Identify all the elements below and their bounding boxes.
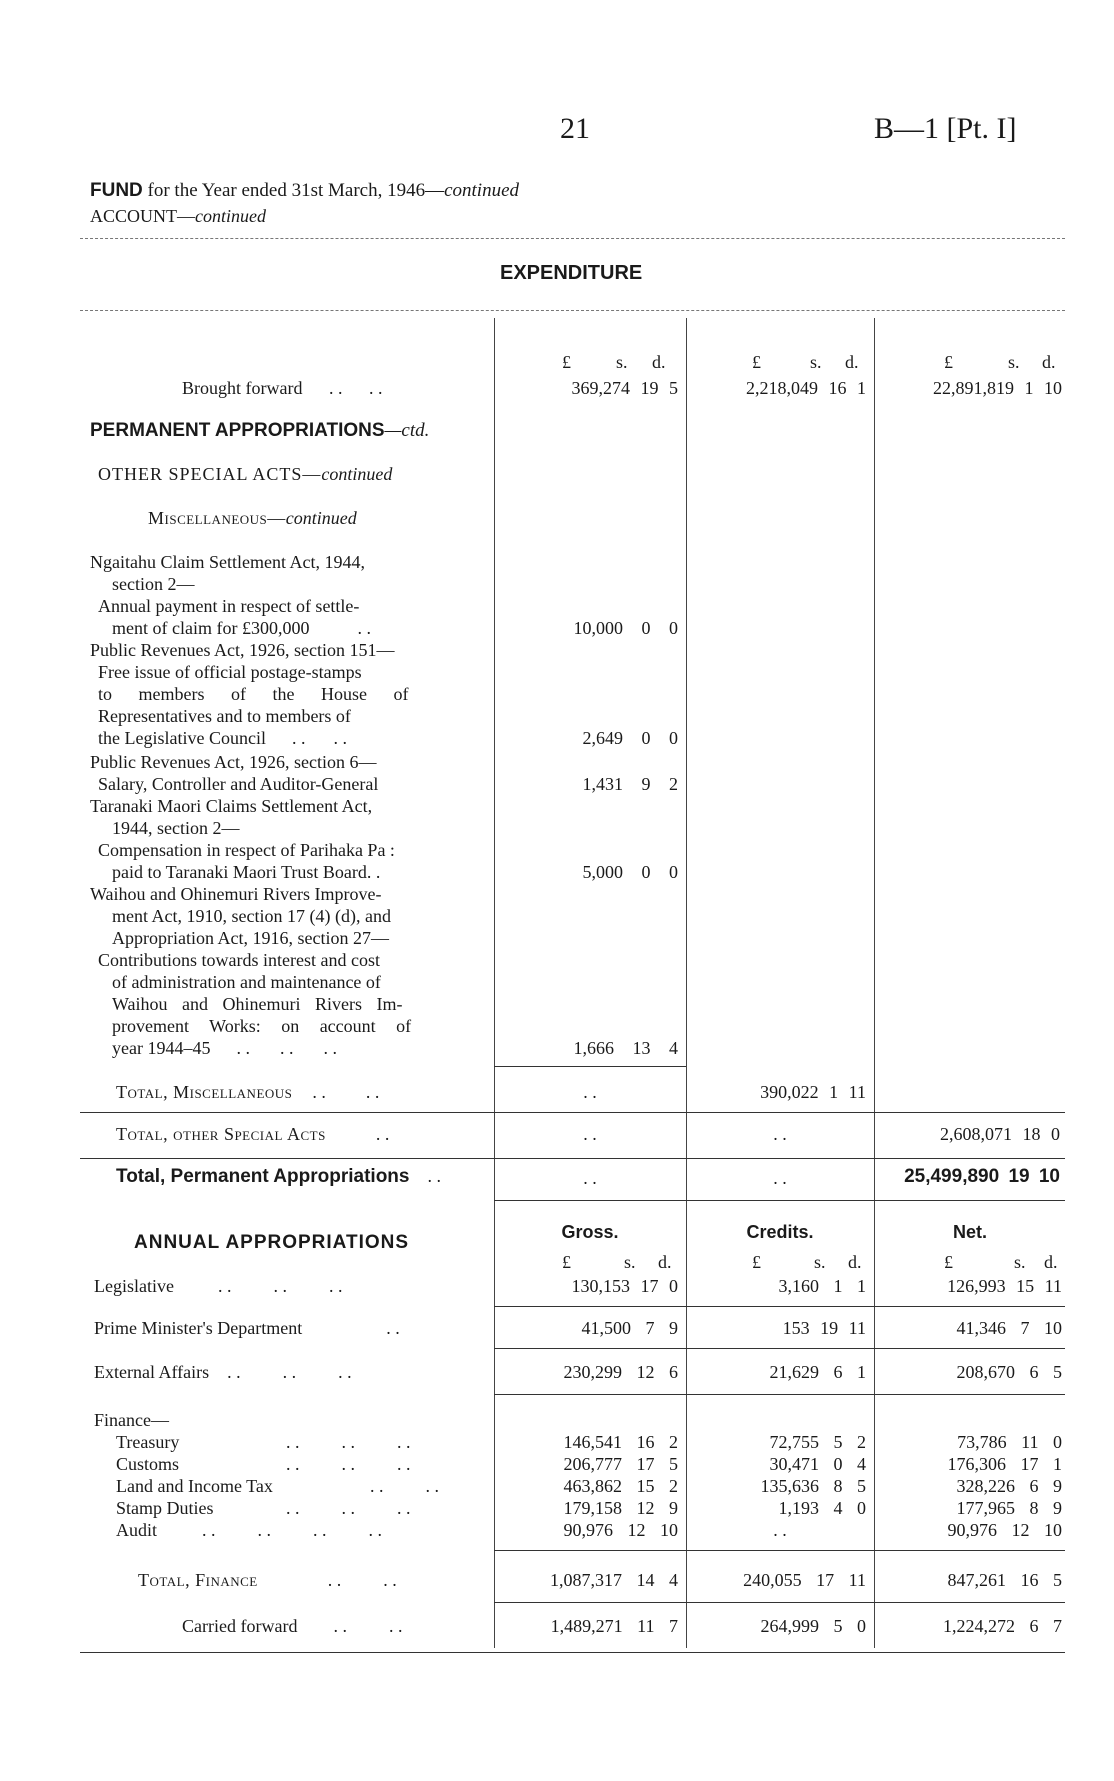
bottom-rule — [80, 1652, 1065, 1653]
brought-forward-col3: 22,891,819 1 10 — [933, 378, 1062, 398]
shilling-symbol: s. — [814, 1252, 826, 1272]
leader-dots: . . — [282, 1362, 297, 1382]
credits-value: 72,755 5 2 — [769, 1432, 866, 1452]
credits-value: 21,629 6 1 — [769, 1362, 866, 1382]
permanent-total-underline — [494, 1200, 1065, 1201]
pound-symbol: £ — [752, 1252, 761, 1272]
net-value: 208,670 6 5 — [956, 1362, 1062, 1382]
credits-value: 240,055 17 11 — [743, 1570, 866, 1590]
misc-continued: continued — [285, 508, 357, 528]
credits-value: 135,636 8 5 — [760, 1476, 866, 1496]
carried-rule — [494, 1602, 1065, 1603]
pound-symbol: £ — [562, 352, 571, 372]
leader-dots-group — [286, 1432, 411, 1453]
leader-dots-group — [370, 1476, 439, 1497]
net-value: 328,226 6 9 — [956, 1476, 1062, 1496]
leader-dots: . . — [365, 1082, 380, 1102]
leader-dots: . . — [273, 1276, 287, 1296]
leader-dots: . . — [279, 1038, 294, 1058]
net-value: 847,261 16 5 — [947, 1570, 1062, 1590]
column-credits-header: Credits. — [746, 1222, 814, 1242]
brought-forward-label — [182, 378, 382, 399]
leader-dots-group — [286, 1498, 411, 1519]
item-line: of administration and maintenance of — [112, 972, 381, 992]
leader-dots: . . — [366, 862, 381, 882]
page-number: 21 — [560, 112, 590, 145]
credits-value: 153 19 11 — [782, 1318, 866, 1338]
fund-rest: for the Year ended 31st March, 1946— — [142, 180, 445, 201]
item-line: provement Works: on account of — [112, 1016, 412, 1036]
shilling-symbol: s. — [1008, 352, 1020, 372]
item-line — [112, 862, 380, 883]
leader-dots: . . — [383, 1570, 397, 1590]
item-line: Representatives and to members of — [98, 706, 351, 726]
leader-dots: . . — [397, 1454, 411, 1474]
item-line — [112, 618, 371, 639]
total-perm-col1: . . — [583, 1168, 597, 1188]
item-amount: 1,431 9 2 — [582, 774, 678, 794]
item-line — [98, 728, 347, 749]
item-line: ment Act, 1910, section 17 (4) (d), and — [112, 906, 391, 926]
leader-dots: . . — [386, 1318, 400, 1338]
pence-symbol: d. — [1042, 352, 1056, 372]
leader-dots: . . — [397, 1498, 411, 1518]
gross-value: 206,777 17 5 — [563, 1454, 678, 1474]
item-line: Public Revenues Act, 1926, section 6— — [90, 752, 377, 772]
leader-dots: . . — [388, 1616, 403, 1636]
row-label — [138, 1570, 397, 1591]
net-value: 1,224,272 6 7 — [943, 1616, 1062, 1636]
leader-dots: . . — [375, 1124, 390, 1144]
leader-dots: . . — [286, 1454, 300, 1474]
column-net-header: Net. — [952, 1222, 987, 1242]
item-line-text: year 1944–45 — [112, 1038, 211, 1058]
shilling-symbol: s. — [810, 352, 822, 372]
leader-dots: . . — [425, 1476, 439, 1496]
row-label — [94, 1362, 352, 1383]
leader-dots: . . — [257, 1520, 271, 1540]
other-special-title: OTHER SPECIAL ACTS— — [98, 464, 322, 484]
expenditure-title: EXPENDITURE — [500, 262, 643, 284]
total-perm-col2: . . — [773, 1168, 787, 1188]
pence-symbol: d. — [848, 1252, 862, 1272]
item-line: Waihou and Ohinemuri Rivers Im- — [112, 994, 403, 1014]
item-line-text: paid to Taranaki Maori Trust Board — [112, 862, 367, 882]
other-special-acts-heading — [98, 464, 392, 485]
leader-dots: . . — [313, 1520, 327, 1540]
permanent-total-rule — [80, 1158, 1065, 1159]
item-line: 1944, section 2— — [112, 818, 240, 838]
account-continued: continued — [195, 206, 266, 226]
pound-symbol: £ — [752, 352, 761, 372]
header-rule — [80, 238, 1065, 239]
total-misc-text: Total, Miscellaneous — [116, 1082, 293, 1102]
pound-symbol: £ — [944, 1252, 953, 1272]
leader-dots: . . — [341, 1432, 355, 1452]
gross-value: 179,158 12 9 — [563, 1498, 678, 1518]
gross-value: 90,976 12 10 — [563, 1520, 678, 1540]
permanent-appropriations-heading — [90, 420, 429, 442]
brought-forward-col1: 369,274 19 5 — [571, 378, 678, 398]
total-misc-col2: 390,022 1 11 — [760, 1082, 866, 1102]
total-permanent-label — [116, 1166, 441, 1188]
item-line: Contributions towards interest and cost — [98, 950, 380, 970]
leader-dots: . . — [312, 1082, 326, 1102]
item-line: Waihou and Ohinemuri Rivers Improve- — [90, 884, 382, 904]
leader-dots: . . — [236, 1038, 250, 1058]
leader-dots: . . — [333, 728, 347, 748]
item-amount: 10,000 0 0 — [573, 618, 678, 638]
account-heading — [90, 206, 266, 227]
total-perm-text: Total, Permanent Appropriations — [116, 1166, 410, 1187]
leader-dots: . . — [327, 1570, 342, 1590]
leader-dots: . . — [357, 618, 371, 638]
credits-value: 264,999 5 0 — [760, 1616, 866, 1636]
total-misc-col1: . . — [583, 1082, 597, 1102]
gross-value: 463,862 15 2 — [563, 1476, 678, 1496]
leader-dots: . . — [328, 1276, 343, 1296]
brought-forward-col2: 2,218,049 16 1 — [746, 378, 866, 398]
pound-symbol: £ — [944, 352, 953, 372]
item-line: Public Revenues Act, 1926, section 151— — [90, 640, 395, 660]
row-label — [182, 1616, 402, 1637]
total-perm-col3: 25,499,890 19 10 — [904, 1166, 1060, 1187]
net-value: 41,346 7 10 — [956, 1318, 1062, 1338]
leader-dots: . . — [341, 1498, 355, 1518]
leader-dots-group — [202, 1520, 382, 1541]
item-line: section 2— — [112, 574, 195, 594]
leader-dots: . . — [227, 1362, 241, 1382]
leader-dots: . . — [286, 1432, 300, 1452]
row-label — [94, 1276, 342, 1297]
pence-symbol: d. — [845, 352, 859, 372]
leader-dots: . . — [202, 1520, 216, 1540]
column-gross-header: Gross. — [561, 1222, 619, 1242]
item-line: to members of the House of — [98, 684, 409, 704]
row-label-text: External Affairs — [94, 1362, 210, 1382]
permanent-title: PERMANENT APPROPRIATIONS — [90, 420, 385, 441]
net-value: 73,786 11 0 — [957, 1432, 1062, 1452]
leader-dots: . . — [370, 1476, 384, 1496]
leader-dots: . . — [427, 1166, 441, 1186]
row-label — [94, 1318, 400, 1339]
leader-dots: . . — [397, 1432, 411, 1452]
fund-continued: continued — [444, 180, 520, 201]
shilling-symbol: s. — [1014, 1252, 1026, 1272]
column-rule-1 — [494, 318, 495, 1648]
row-label-text: Legislative — [94, 1276, 174, 1296]
leader-dots: . . — [368, 378, 383, 398]
net-value: 126,993 15 11 — [947, 1276, 1062, 1296]
other-special-rule — [80, 1112, 1065, 1113]
total-other-col3: 2,608,071 18 0 — [940, 1124, 1060, 1144]
total-other-text: Total, other Special Acts — [116, 1124, 326, 1144]
item-line: Free issue of official postage-stamps — [98, 662, 362, 682]
leader-dots-group — [286, 1454, 411, 1475]
column-rule-2 — [686, 318, 687, 1648]
row-rule — [494, 1394, 1065, 1395]
net-value: 90,976 12 10 — [947, 1520, 1062, 1540]
gross-value: 1,489,271 11 7 — [550, 1616, 678, 1636]
leader-dots: . . — [341, 1454, 355, 1474]
credits-value: 30,471 0 4 — [769, 1454, 866, 1474]
miscellaneous-heading — [148, 508, 357, 529]
expenditure-rule — [80, 310, 1065, 311]
net-value: 176,306 17 1 — [947, 1454, 1062, 1474]
shilling-symbol: s. — [624, 1252, 636, 1272]
total-other-special-label — [116, 1124, 389, 1145]
net-value: 177,965 8 9 — [956, 1498, 1062, 1518]
row-label-text: Prime Minister's Department — [94, 1318, 303, 1338]
row-label: Stamp Duties — [116, 1498, 214, 1518]
row-rule — [494, 1348, 1065, 1349]
item-line: Annual payment in respect of settle- — [98, 596, 360, 616]
fund-bold: FUND — [90, 180, 143, 201]
finance-total-rule — [494, 1550, 1065, 1551]
item-line-text: the Legislative Council — [98, 728, 266, 748]
leader-dots: . . — [323, 1038, 337, 1058]
leader-dots: . . — [328, 378, 343, 398]
item-line: Salary, Controller and Auditor-General — [98, 774, 379, 794]
leader-dots: . . — [333, 1616, 347, 1636]
pence-symbol: d. — [658, 1252, 672, 1272]
misc-total-rule — [494, 1066, 686, 1067]
misc-title: Miscellaneous— — [148, 508, 286, 528]
total-finance-text: Total, Finance — [138, 1570, 258, 1590]
other-special-continued: continued — [321, 464, 393, 484]
document-reference: B—1 [Pt. I] — [874, 112, 1017, 145]
pence-symbol: d. — [1044, 1252, 1058, 1272]
row-label: Treasury — [116, 1432, 180, 1452]
row-label: Customs — [116, 1454, 180, 1474]
item-line: Ngaitahu Claim Settlement Act, 1944, — [90, 552, 365, 572]
total-miscellaneous-label — [116, 1082, 379, 1103]
fund-heading — [90, 180, 519, 202]
item-amount: 5,000 0 0 — [582, 862, 678, 882]
row-rule — [494, 1306, 1065, 1307]
gross-value: 1,087,317 14 4 — [550, 1570, 678, 1590]
item-line: Appropriation Act, 1916, section 27— — [112, 928, 389, 948]
annual-appropriations-heading: ANNUAL APPROPRIATIONS — [134, 1232, 410, 1253]
gross-value: 130,153 17 0 — [571, 1276, 678, 1296]
credits-value: . . — [773, 1520, 787, 1540]
row-label: Audit — [116, 1520, 158, 1540]
total-other-col2: . . — [773, 1124, 787, 1144]
shilling-symbol: s. — [616, 352, 628, 372]
leader-dots: . . — [286, 1498, 300, 1518]
column-rule-3 — [874, 318, 875, 1648]
gross-value: 230,299 12 6 — [563, 1362, 678, 1382]
credits-value: 3,160 1 1 — [778, 1276, 866, 1296]
brought-forward-text: Brought forward — [182, 378, 303, 398]
leader-dots: . . — [217, 1276, 232, 1296]
item-line: Taranaki Maori Claims Settlement Act, — [90, 796, 373, 816]
leader-dots: . . — [368, 1520, 382, 1540]
leader-dots: . . — [291, 728, 306, 748]
item-line-text: ment of claim for £300,000 — [112, 618, 310, 638]
item-line — [112, 1038, 337, 1059]
carried-forward-text: Carried forward — [182, 1616, 298, 1636]
item-amount: 1,666 13 4 — [573, 1038, 678, 1058]
pence-symbol: d. — [652, 352, 666, 372]
item-amount: 2,649 0 0 — [582, 728, 678, 748]
gross-value: 41,500 7 9 — [581, 1318, 678, 1338]
leader-dots: . . — [338, 1362, 352, 1382]
total-other-col1: . . — [583, 1124, 597, 1144]
account-label: ACCOUNT— — [90, 206, 196, 226]
finance-heading: Finance— — [94, 1410, 169, 1430]
row-label: Land and Income Tax — [116, 1476, 273, 1496]
gross-value: 146,541 16 2 — [563, 1432, 678, 1452]
pound-symbol: £ — [562, 1252, 571, 1272]
permanent-suffix: —ctd. — [384, 420, 430, 441]
credits-value: 1,193 4 0 — [778, 1498, 866, 1518]
item-line: Compensation in respect of Parihaka Pa : — [98, 840, 395, 860]
